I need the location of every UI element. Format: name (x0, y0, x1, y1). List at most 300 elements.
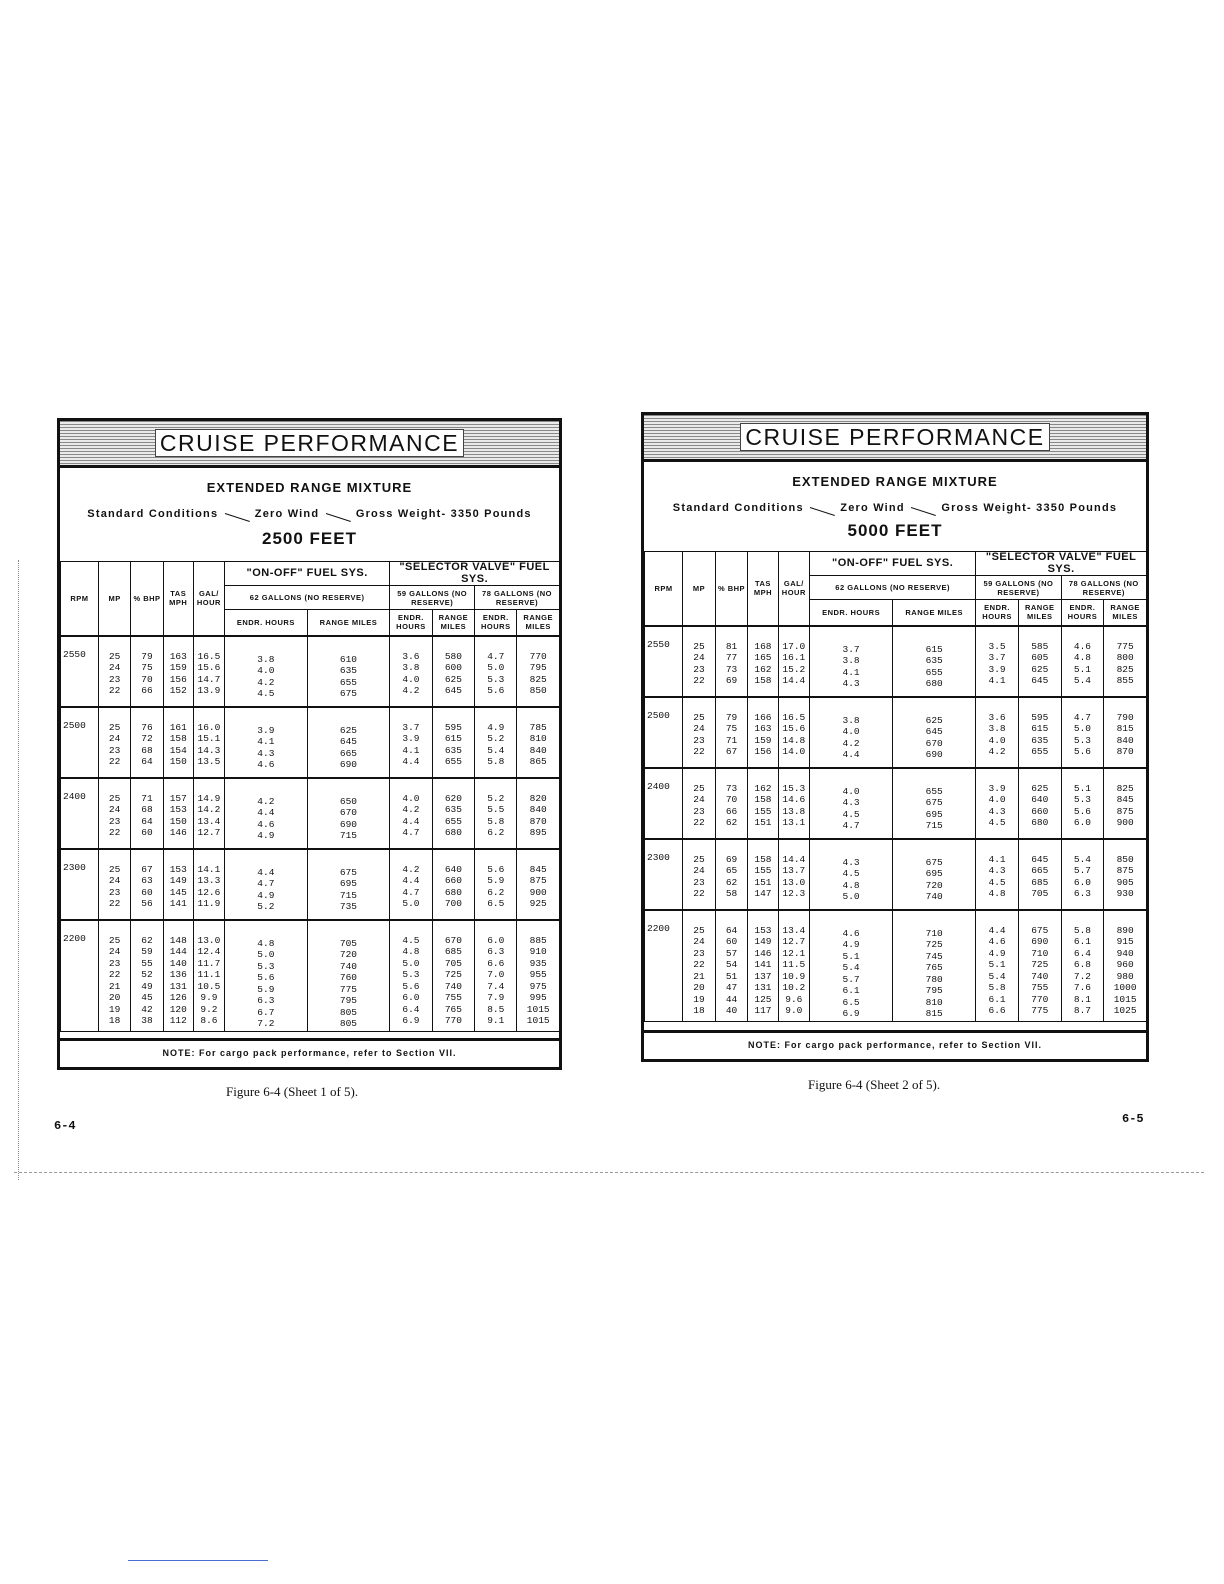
table-cell: 690 (925, 749, 943, 760)
table-cell: 5.4 (487, 744, 505, 756)
value-column-cell (1061, 910, 1104, 1022)
table-cell: 770 (529, 650, 547, 662)
value-column-cell (131, 636, 163, 707)
table-cell: 5.4 (988, 970, 1006, 982)
table-cell: 6.0 (1073, 876, 1091, 888)
table-cell: 58 (725, 888, 738, 899)
table-cell: 4.0 (402, 673, 420, 685)
rpm-group-row (645, 697, 1147, 768)
table-cell: 25 (693, 782, 705, 794)
table-cell: 980 (1116, 970, 1134, 982)
table-cell: 4.2 (842, 737, 860, 749)
table-cell: 6.9 (842, 1008, 860, 1019)
table-cell: 955 (529, 969, 547, 980)
table-cell: 740 (444, 980, 462, 992)
arrow-icon (808, 503, 836, 513)
mixture-heading: EXTENDED RANGE MIXTURE (792, 474, 998, 489)
table-cell: 655 (339, 676, 358, 688)
table-cell: 16.5 (197, 650, 221, 662)
value-column-cell (1104, 768, 1147, 839)
table-cell: 146 (754, 947, 772, 959)
table-cell: 745 (925, 950, 943, 962)
table-cell: 1015 (526, 1015, 550, 1026)
table-cell: 64 (141, 756, 153, 767)
table-cell: 870 (1116, 746, 1134, 757)
rpm-group-row (61, 920, 560, 1032)
table-cell: 22 (693, 888, 705, 899)
table-cell: 6.3 (1073, 888, 1091, 899)
table-cell: 5.8 (487, 756, 505, 767)
value-column-cell (163, 636, 193, 707)
title-bar (644, 415, 1146, 462)
table-cell: 925 (529, 898, 547, 909)
table-cell: 4.5 (842, 808, 860, 820)
table-cell: 940 (1116, 947, 1134, 959)
header-gal-hour: GAL/ HOUR (778, 552, 809, 626)
table-cell: 650 (339, 795, 358, 807)
header-rpm: RPM (645, 552, 683, 626)
table-cell: 645 (1031, 675, 1049, 686)
table-cell: 13.9 (197, 685, 221, 696)
table-cell: 680 (1031, 817, 1049, 828)
table-cell: 14.9 (197, 792, 221, 804)
table-cell: 5.9 (487, 875, 505, 886)
table-cell: 157 (169, 792, 187, 804)
value-column-cell (778, 839, 809, 910)
table-cell: 5.8 (988, 982, 1006, 993)
scan-edge-line (14, 1172, 1204, 1173)
table-cell: 725 (444, 969, 462, 980)
header-endr-hours: ENDR. HOURS (976, 600, 1019, 626)
table-cell: 65 (725, 865, 738, 876)
table-cell: 635 (339, 665, 358, 676)
value-column-cell (893, 910, 976, 1022)
table-cell: 47 (725, 982, 738, 993)
table-cell: 151 (754, 876, 772, 888)
table-cell: 14.4 (782, 675, 806, 686)
table-cell: 156 (169, 673, 187, 685)
table-cell: 705 (444, 957, 462, 969)
table-cell: 51 (725, 970, 738, 982)
table-cell: 14.4 (782, 853, 806, 865)
table-cell: 22 (693, 959, 705, 970)
table-cell: 24 (108, 662, 121, 673)
table-cell: 6.2 (487, 827, 505, 838)
table-cell: 4.4 (257, 866, 275, 878)
table-cell: 755 (444, 992, 462, 1003)
value-column-cell (131, 849, 163, 920)
table-cell: 5.0 (257, 949, 275, 960)
value-column-cell (1061, 839, 1104, 910)
table-cell: 141 (169, 898, 187, 909)
table-cell: 14.8 (782, 734, 806, 746)
value-column-cell (748, 910, 778, 1022)
table-cell: 60 (141, 827, 153, 838)
table-cell: 68 (141, 744, 153, 756)
table-cell: 645 (444, 685, 462, 696)
table-cell: 5.3 (487, 673, 505, 685)
table-cell: 7.4 (487, 980, 505, 992)
value-column-cell (1104, 626, 1147, 697)
table-cell: 665 (339, 747, 358, 759)
table-cell: 960 (1116, 959, 1134, 970)
table-cell: 10.5 (197, 980, 221, 992)
table-cell: 5.6 (402, 980, 420, 992)
table-cell: 158 (754, 853, 772, 865)
table-cell: 21 (108, 980, 121, 992)
table-cell: 155 (754, 865, 772, 876)
value-column-cell (517, 778, 559, 849)
rpm-value: 2500 (61, 707, 99, 778)
table-cell: 163 (169, 650, 187, 662)
table-cell: 795 (925, 985, 943, 996)
table-cell: 4.3 (842, 678, 860, 689)
table-cell: 625 (444, 673, 462, 685)
arrow-icon (324, 509, 352, 519)
header-range-miles: RANGE MILES (1018, 600, 1061, 626)
table-cell: 5.6 (1073, 746, 1091, 757)
table-cell: 875 (1116, 805, 1134, 817)
value-column-cell (432, 778, 474, 849)
rpm-group-row (61, 849, 560, 920)
value-column-cell (976, 910, 1019, 1022)
table-cell: 725 (1031, 959, 1049, 970)
table-cell: 785 (529, 721, 547, 733)
header-range-miles: RANGE MILES (517, 610, 559, 636)
table-cell: 4.6 (257, 818, 275, 830)
table-cell: 4.0 (988, 794, 1006, 805)
table-cell: 775 (339, 983, 358, 995)
altitude-heading: 5000 FEET (847, 521, 943, 540)
table-cell: 4.3 (988, 865, 1006, 876)
table-cell: 6.5 (842, 996, 860, 1008)
table-cell: 73 (725, 663, 738, 675)
table-cell: 645 (1031, 853, 1049, 865)
table-cell: 4.7 (257, 878, 275, 889)
table-cell: 625 (1031, 782, 1049, 794)
panel-title: CRUISE PERFORMANCE (155, 429, 464, 457)
header-endr-hours: ENDR. HOURS (225, 610, 308, 636)
table-cell: 52 (141, 969, 153, 980)
table-cell: 23 (693, 947, 705, 959)
table-cell: 158 (169, 733, 187, 744)
table-cell: 68 (141, 804, 153, 815)
header-range-miles: RANGE MILES (432, 610, 474, 636)
table-cell: 840 (529, 744, 547, 756)
table-cell: 66 (725, 805, 738, 817)
table-cell: 155 (754, 805, 772, 817)
figure-caption-sheet-1: Figure 6-4 (Sheet 1 of 5). (226, 1084, 359, 1099)
table-cell: 805 (339, 1018, 358, 1029)
value-column-cell (748, 697, 778, 768)
table-cell: 790 (1116, 711, 1134, 723)
value-column-cell (225, 920, 308, 1032)
value-column-cell (163, 849, 193, 920)
table-cell: 3.9 (988, 663, 1006, 675)
table-cell: 45 (141, 992, 153, 1003)
value-column-cell (98, 707, 130, 778)
table-cell: 5.0 (1073, 723, 1091, 734)
table-cell: 3.8 (257, 653, 275, 665)
table-cell: 71 (141, 792, 153, 804)
table-cell: 17.0 (782, 640, 806, 652)
table-cell: 4.2 (402, 863, 420, 875)
table-cell: 162 (754, 782, 772, 794)
value-column-cell (390, 707, 432, 778)
table-cell: 4.4 (257, 807, 275, 818)
table-cell: 16.1 (782, 652, 806, 663)
table-cell: 4.5 (842, 868, 860, 879)
table-cell: 4.6 (1073, 640, 1091, 652)
table-cell: 25 (108, 863, 121, 875)
table-cell: 25 (693, 853, 705, 865)
table-cell: 595 (1031, 711, 1049, 723)
value-column-cell (810, 697, 893, 768)
table-cell: 680 (444, 827, 462, 838)
table-cell: 4.3 (842, 856, 860, 868)
panel-title: CRUISE PERFORMANCE (740, 423, 1049, 451)
table-cell: 3.6 (988, 711, 1006, 723)
header-62-gallons: 62 GALLONS (NO RESERVE) (810, 576, 976, 600)
table-cell: 10.2 (782, 982, 806, 993)
table-cell: 765 (444, 1003, 462, 1015)
table-cell: 153 (754, 924, 772, 936)
table-cell: 5.4 (1073, 853, 1091, 865)
value-column-cell (715, 839, 748, 910)
page-number-right: 6-5 (1122, 1112, 1144, 1126)
value-column-cell (810, 839, 893, 910)
value-column-cell (1018, 626, 1061, 697)
table-cell: 770 (1031, 993, 1049, 1005)
table-cell: 850 (529, 685, 547, 696)
table-cell: 1015 (526, 1003, 550, 1015)
table-cell: 3.9 (257, 724, 275, 736)
table-cell: 12.3 (782, 888, 806, 899)
value-column-cell (131, 920, 163, 1032)
table-cell: 655 (1031, 746, 1049, 757)
table-cell: 63 (141, 875, 153, 886)
table-cell: 14.3 (197, 744, 221, 756)
table-cell: 66 (141, 685, 153, 696)
table-cell: 9.9 (200, 992, 218, 1003)
header-rpm: RPM (61, 562, 99, 636)
table-cell: 7.2 (1073, 970, 1091, 982)
value-column-cell (1018, 697, 1061, 768)
table-cell: 73 (725, 782, 738, 794)
table-cell: 9.6 (785, 993, 803, 1005)
table-cell: 15.6 (197, 662, 221, 673)
table-cell: 5.4 (1073, 675, 1091, 686)
table-cell: 710 (925, 927, 943, 939)
table-cell: 15.2 (782, 663, 806, 675)
table-cell: 815 (1116, 723, 1134, 734)
table-cell: 755 (1031, 982, 1049, 993)
table-cell: 6.6 (988, 1005, 1006, 1016)
value-column-cell (131, 707, 163, 778)
table-cell: 54 (725, 959, 738, 970)
value-column-cell (715, 768, 748, 839)
header-endr-hours: ENDR. HOURS (390, 610, 432, 636)
table-cell: 5.6 (487, 685, 505, 696)
value-column-cell (778, 626, 809, 697)
table-cell: 700 (444, 898, 462, 909)
table-cell: 165 (754, 652, 772, 663)
table-cell: 77 (725, 652, 738, 663)
table-cell: 705 (339, 937, 358, 949)
header-tas: TAS MPH (748, 552, 778, 626)
value-column-cell (193, 920, 224, 1032)
table-cell: 675 (925, 856, 943, 868)
table-cell: 3.7 (988, 652, 1006, 663)
table-cell: 12.7 (782, 936, 806, 947)
table-cell: 23 (108, 815, 121, 827)
altitude-heading: 2500 FEET (262, 529, 357, 548)
table-cell: 850 (1116, 853, 1134, 865)
table-cell: 905 (1116, 876, 1134, 888)
value-column-cell (893, 697, 976, 768)
table-cell: 6.0 (1073, 817, 1091, 828)
rpm-value: 2200 (61, 920, 99, 1032)
conditions-line (644, 502, 1146, 514)
rpm-group-row (645, 768, 1147, 839)
table-cell: 49 (141, 980, 153, 992)
table-cell: 13.3 (197, 875, 221, 886)
table-cell: 12.6 (197, 886, 221, 898)
table-cell: 149 (754, 936, 772, 947)
table-cell: 15.1 (197, 733, 221, 744)
table-cell: 62 (725, 817, 738, 828)
table-cell: 825 (529, 673, 547, 685)
table-cell: 150 (169, 815, 187, 827)
table-cell: 840 (529, 804, 547, 815)
value-column-cell (163, 778, 193, 849)
table-cell: 625 (339, 724, 358, 736)
table-cell: 820 (529, 792, 547, 804)
table-cell: 680 (444, 886, 462, 898)
table-cell: 5.6 (1073, 805, 1091, 817)
page-number-left: 6-4 (54, 1119, 76, 1133)
table-cell: 5.3 (257, 960, 275, 972)
table-cell: 735 (339, 901, 358, 912)
value-column-cell (98, 636, 130, 707)
value-column-cell (683, 839, 716, 910)
table-cell: 855 (1116, 675, 1134, 686)
table-cell: 5.9 (257, 983, 275, 995)
header-range-miles: RANGE MILES (893, 600, 976, 626)
value-column-cell (1061, 697, 1104, 768)
value-column-cell (390, 636, 432, 707)
cruise-performance-table (60, 561, 560, 1032)
table-cell: 5.2 (257, 901, 275, 912)
table-cell: 22 (108, 969, 121, 980)
table-cell: 775 (1116, 640, 1134, 652)
table-cell: 4.1 (402, 744, 420, 756)
table-cell: 4.3 (988, 805, 1006, 817)
zero-wind-label: Zero Wind (840, 502, 905, 514)
table-cell: 4.0 (988, 734, 1006, 746)
table-cell: 585 (1031, 640, 1049, 652)
table-cell: 20 (108, 992, 121, 1003)
table-cell: 4.4 (842, 749, 860, 760)
table-cell: 24 (693, 865, 705, 876)
table-cell: 6.0 (487, 934, 505, 946)
table-cell: 148 (169, 934, 187, 946)
rpm-value: 2400 (645, 768, 683, 839)
table-cell: 615 (444, 733, 462, 744)
table-cell: 5.3 (1073, 794, 1091, 805)
table-cell: 795 (529, 662, 547, 673)
table-cell: 5.1 (988, 959, 1006, 970)
value-column-cell (517, 707, 559, 778)
table-cell: 10.9 (782, 970, 806, 982)
table-cell: 69 (725, 675, 738, 686)
rpm-group-row (645, 910, 1147, 1022)
value-column-cell (307, 707, 390, 778)
table-cell: 55 (141, 957, 153, 969)
title-bar (60, 421, 559, 468)
table-cell: 825 (1116, 782, 1134, 794)
table-cell: 22 (108, 827, 121, 838)
table-cell: 14.0 (782, 746, 806, 757)
table-cell: 25 (108, 650, 121, 662)
table-cell: 4.7 (487, 650, 505, 662)
cruise-panel-sheet-1 (57, 418, 562, 1070)
standard-conditions-label: Standard Conditions (87, 508, 219, 520)
table-cell: 38 (141, 1015, 153, 1026)
table-cell: 22 (108, 898, 121, 909)
table-cell: 615 (1031, 723, 1049, 734)
gross-weight-label: Gross Weight- 3350 Pounds (355, 508, 532, 520)
table-cell: 6.3 (257, 995, 275, 1006)
table-cell: 12.1 (782, 947, 806, 959)
table-cell: 4.8 (988, 888, 1006, 899)
table-cell: 112 (169, 1015, 187, 1026)
table-cell: 625 (925, 714, 943, 726)
value-column-cell (475, 849, 517, 920)
table-cell: 5.6 (257, 972, 275, 983)
table-cell: 3.9 (402, 733, 420, 744)
table-cell: 680 (925, 678, 943, 689)
value-column-cell (1018, 768, 1061, 839)
table-cell: 64 (725, 924, 738, 936)
header-bhp: % BHP (131, 562, 163, 636)
value-column-cell (517, 920, 559, 1032)
value-column-cell (976, 697, 1019, 768)
value-column-cell (193, 707, 224, 778)
value-column-cell (715, 910, 748, 1022)
table-cell: 4.7 (402, 827, 420, 838)
table-cell: 23 (693, 876, 705, 888)
table-cell: 64 (141, 815, 153, 827)
table-cell: 6.2 (487, 886, 505, 898)
header-endr-hours: ENDR. HOURS (810, 600, 893, 626)
table-cell: 11.1 (197, 969, 221, 980)
value-column-cell (683, 697, 716, 768)
value-column-cell (1104, 910, 1147, 1022)
table-cell: 163 (754, 723, 772, 734)
table-cell: 158 (754, 675, 772, 686)
table-cell: 166 (754, 711, 772, 723)
table-cell: 23 (108, 886, 121, 898)
table-cell: 4.5 (988, 817, 1006, 828)
table-cell: 60 (725, 936, 738, 947)
table-cell: 159 (754, 734, 772, 746)
table-cell: 675 (339, 866, 358, 878)
table-cell: 56 (141, 898, 153, 909)
table-cell: 158 (754, 794, 772, 805)
table-cell: 645 (339, 736, 358, 747)
table-cell: 149 (169, 875, 187, 886)
